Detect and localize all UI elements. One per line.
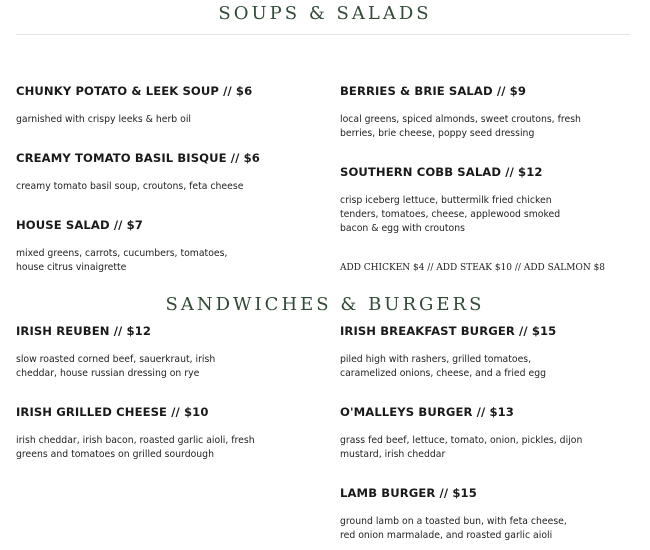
item-name: BERRIES & BRIE SALAD // $9 (340, 84, 526, 98)
item-name: HOUSE SALAD // $7 (16, 218, 143, 232)
menu-item-irish-grilled-cheese (16, 405, 306, 462)
menu-item-lamb-burger (340, 486, 630, 543)
section-divider (16, 34, 630, 35)
menu-item-creamy-tomato-basil-bisque (16, 151, 306, 194)
item-description: piled high with rashers, grilled tomatoes, caramelized onions, cheese, and a fried egg (340, 354, 547, 379)
item-description: local greens, spiced almonds, sweet croutons, fresh berries, brie cheese, poppy seed dressing (340, 114, 581, 139)
menu-item-house-salad (16, 218, 306, 275)
item-description: mixed greens, carrots, cucumbers, tomatoes, house citrus vinaigrette (16, 248, 228, 273)
item-description: grass fed beef, lettuce, tomato, onion, pickles, dijon mustard, irish cheddar (340, 435, 583, 460)
item-description: ground lamb on a toasted bun, with feta cheese, red onion marmalade, and roasted garlic aioli (340, 516, 567, 541)
item-description: slow roasted corned beef, sauerkraut, irish cheddar, house russian dressing on rye (16, 354, 216, 379)
salad-add-ons: ADD CHICKEN $4 // ADD STEAK $10 // ADD SALMON $8 (340, 263, 606, 273)
item-name: CREAMY TOMATO BASIL BISQUE // $6 (16, 151, 260, 165)
section-title-sandwiches-burgers: SANDWICHES & BURGERS (165, 294, 485, 315)
item-description: crisp iceberg lettuce, buttermilk fried chicken tenders, tomatoes, cheese, applewood smoked bacon & egg with croutons (340, 195, 561, 234)
item-name: IRISH GRILLED CHEESE // $10 (16, 405, 209, 419)
item-description: creamy tomato basil soup, croutons, feta cheese (16, 181, 244, 192)
menu-item-irish-reuben (16, 324, 306, 381)
menu-item-irish-breakfast-burger (340, 324, 630, 381)
item-name: O'MALLEYS BURGER // $13 (340, 405, 514, 419)
item-name: SOUTHERN COBB SALAD // $12 (340, 165, 543, 179)
item-description: garnished with crispy leeks & herb oil (16, 114, 191, 125)
section-title-soups-salads: SOUPS & SALADS (218, 3, 432, 24)
menu-item-omalleys-burger (340, 405, 630, 462)
item-name: LAMB BURGER // $15 (340, 486, 477, 500)
item-name: IRISH BREAKFAST BURGER // $15 (340, 324, 557, 338)
menu-item-berries-brie-salad (340, 84, 630, 141)
menu-item-chunky-potato-leek-soup (16, 84, 306, 127)
item-description: irish cheddar, irish bacon, roasted garlic aioli, fresh greens and tomatoes on grilled sourdough (16, 435, 255, 460)
item-name: IRISH REUBEN // $12 (16, 324, 152, 338)
item-name: CHUNKY POTATO & LEEK SOUP // $6 (16, 84, 253, 98)
menu-item-southern-cobb-salad (340, 165, 630, 236)
